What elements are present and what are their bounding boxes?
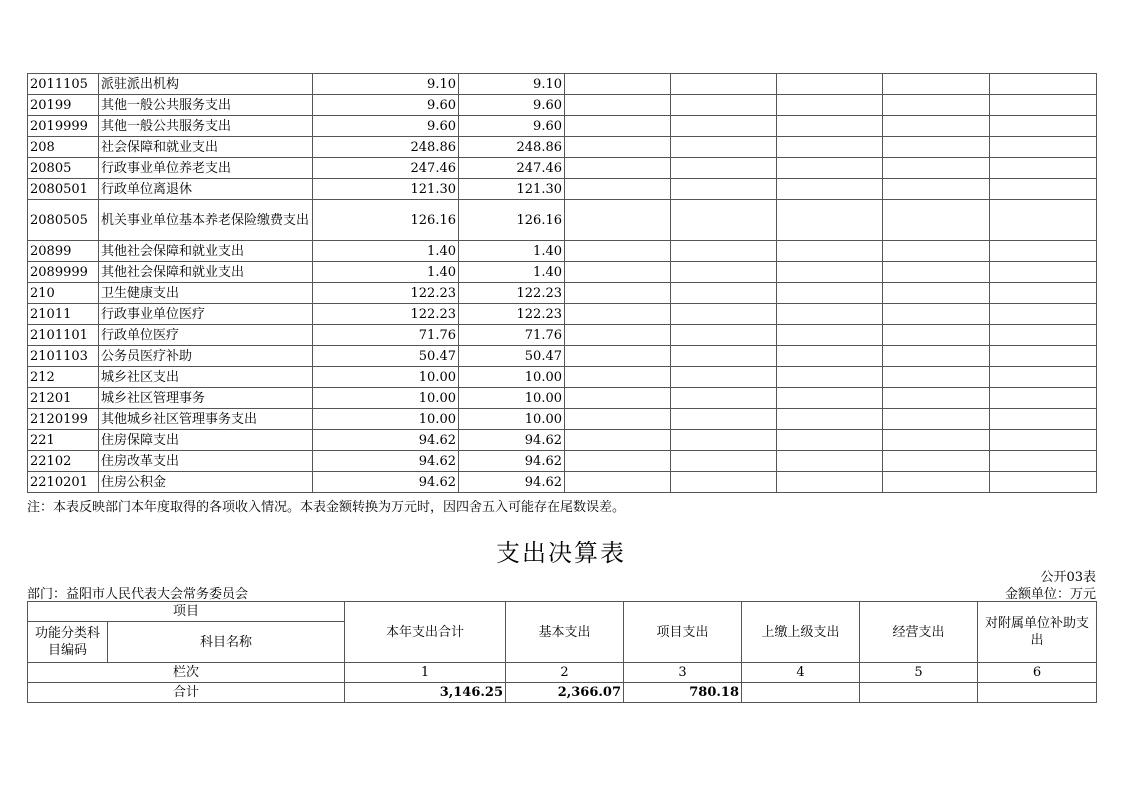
total-cell: 9.10 [313, 74, 459, 95]
empty-cell [777, 262, 883, 283]
empty-cell [990, 74, 1097, 95]
header-name: 科目名称 [108, 622, 345, 663]
name-cell: 派驻派出机构 [99, 74, 313, 95]
table-row [28, 283, 1097, 304]
empty-cell [565, 430, 671, 451]
amount-cell: 122.23 [459, 304, 565, 325]
expense-table [27, 601, 1097, 703]
col-header-2: 基本支出 [506, 602, 624, 663]
total-cell: 1.40 [313, 262, 459, 283]
table-row [28, 95, 1097, 116]
empty-cell [990, 451, 1097, 472]
total-cell: 1.40 [313, 241, 459, 262]
code-cell: 2089999 [28, 262, 99, 283]
empty-cell [990, 367, 1097, 388]
name-cell: 社会保障和就业支出 [99, 137, 313, 158]
empty-cell [777, 158, 883, 179]
empty-cell [990, 325, 1097, 346]
code-cell: 21011 [28, 304, 99, 325]
name-cell: 机关事业单位基本养老保险缴费支出 [99, 200, 313, 241]
empty-cell [777, 430, 883, 451]
name-cell: 其他一般公共服务支出 [99, 116, 313, 137]
table-row [28, 325, 1097, 346]
empty-cell [990, 95, 1097, 116]
amount-cell: 1.40 [459, 241, 565, 262]
empty-cell [990, 283, 1097, 304]
total-cell: 94.62 [313, 451, 459, 472]
empty-cell [883, 430, 990, 451]
empty-cell [990, 137, 1097, 158]
col-header-3: 项目支出 [624, 602, 742, 663]
table-row [28, 158, 1097, 179]
empty-cell [671, 95, 777, 116]
table-row [28, 472, 1097, 493]
row-index-label: 栏次 [28, 663, 345, 683]
table-row [28, 200, 1097, 241]
empty-cell [777, 283, 883, 304]
empty-cell [990, 262, 1097, 283]
table-row [28, 179, 1097, 200]
name-cell: 住房改革支出 [99, 451, 313, 472]
name-cell: 行政事业单位养老支出 [99, 158, 313, 179]
total-cell: 10.00 [313, 409, 459, 430]
table-row [28, 367, 1097, 388]
amount-cell: 126.16 [459, 200, 565, 241]
name-cell: 城乡社区管理事务 [99, 388, 313, 409]
code-cell: 2210201 [28, 472, 99, 493]
empty-cell [990, 472, 1097, 493]
empty-cell [883, 472, 990, 493]
empty-cell [565, 116, 671, 137]
empty-cell [883, 304, 990, 325]
amount-cell: 50.47 [459, 346, 565, 367]
empty-cell [990, 304, 1097, 325]
amount-cell: 122.23 [459, 283, 565, 304]
empty-cell [883, 346, 990, 367]
header-code: 功能分类科目编码 [28, 622, 108, 663]
total-cell: 50.47 [313, 346, 459, 367]
empty-cell [565, 262, 671, 283]
code-cell: 212 [28, 367, 99, 388]
table-row [28, 430, 1097, 451]
total-cell [978, 683, 1097, 703]
row-index-cell: 5 [860, 663, 978, 683]
empty-cell [777, 451, 883, 472]
empty-cell [671, 430, 777, 451]
row-index-cell: 4 [742, 663, 860, 683]
name-cell: 行政单位离退休 [99, 179, 313, 200]
total-cell: 2,366.07 [506, 683, 624, 703]
table-row [28, 304, 1097, 325]
empty-cell [883, 179, 990, 200]
amount-cell: 10.00 [459, 367, 565, 388]
name-cell: 卫生健康支出 [99, 283, 313, 304]
empty-cell [777, 346, 883, 367]
empty-cell [671, 367, 777, 388]
empty-cell [565, 95, 671, 116]
row-index-cell: 3 [624, 663, 742, 683]
empty-cell [883, 283, 990, 304]
total-cell: 10.00 [313, 367, 459, 388]
table-row [28, 346, 1097, 367]
empty-cell [565, 137, 671, 158]
empty-cell [671, 179, 777, 200]
empty-cell [565, 158, 671, 179]
code-cell: 2101103 [28, 346, 99, 367]
empty-cell [671, 472, 777, 493]
name-cell: 公务员医疗补助 [99, 346, 313, 367]
empty-cell [990, 388, 1097, 409]
amount-cell: 9.10 [459, 74, 565, 95]
empty-cell [565, 451, 671, 472]
empty-cell [990, 116, 1097, 137]
total-cell: 248.86 [313, 137, 459, 158]
row-index-cell: 2 [506, 663, 624, 683]
table-row [28, 74, 1097, 95]
name-cell: 其他一般公共服务支出 [99, 95, 313, 116]
empty-cell [671, 262, 777, 283]
empty-cell [883, 200, 990, 241]
empty-cell [565, 74, 671, 95]
empty-cell [671, 283, 777, 304]
empty-cell [777, 304, 883, 325]
name-cell: 住房公积金 [99, 472, 313, 493]
amount-cell: 9.60 [459, 116, 565, 137]
empty-cell [565, 346, 671, 367]
empty-cell [565, 325, 671, 346]
empty-cell [671, 116, 777, 137]
table-row [28, 388, 1097, 409]
code-cell: 20199 [28, 95, 99, 116]
empty-cell [777, 137, 883, 158]
col-header-6: 对附属单位补助支出 [978, 602, 1097, 663]
empty-cell [671, 451, 777, 472]
empty-cell [671, 158, 777, 179]
empty-cell [777, 116, 883, 137]
empty-cell [777, 241, 883, 262]
code-cell: 2019999 [28, 116, 99, 137]
table-row [28, 116, 1097, 137]
empty-cell [777, 472, 883, 493]
empty-cell [777, 367, 883, 388]
code-cell: 22102 [28, 451, 99, 472]
table-row [28, 137, 1097, 158]
name-cell: 城乡社区支出 [99, 367, 313, 388]
page-title: 支出决算表 [496, 539, 626, 567]
amount-cell: 94.62 [459, 451, 565, 472]
empty-cell [671, 241, 777, 262]
empty-cell [565, 241, 671, 262]
table-row [28, 262, 1097, 283]
amount-cell: 247.46 [459, 158, 565, 179]
empty-cell [990, 200, 1097, 241]
total-cell: 122.23 [313, 304, 459, 325]
amount-cell: 71.76 [459, 325, 565, 346]
name-cell: 行政事业单位医疗 [99, 304, 313, 325]
name-cell: 其他社会保障和就业支出 [99, 262, 313, 283]
empty-cell [883, 95, 990, 116]
empty-cell [883, 388, 990, 409]
total-cell: 9.60 [313, 95, 459, 116]
code-cell: 20805 [28, 158, 99, 179]
empty-cell [565, 200, 671, 241]
code-cell: 2080505 [28, 200, 99, 241]
empty-cell [671, 346, 777, 367]
empty-cell [777, 325, 883, 346]
col-header-5: 经营支出 [860, 602, 978, 663]
empty-cell [565, 367, 671, 388]
empty-cell [671, 388, 777, 409]
empty-cell [565, 472, 671, 493]
total-cell [742, 683, 860, 703]
col-header-1: 本年支出合计 [345, 602, 506, 663]
total-cell: 94.62 [313, 472, 459, 493]
total-cell: 3,146.25 [345, 683, 506, 703]
total-cell: 10.00 [313, 388, 459, 409]
code-cell: 210 [28, 283, 99, 304]
empty-cell [671, 409, 777, 430]
empty-cell [990, 179, 1097, 200]
table-row [28, 241, 1097, 262]
total-cell: 780.18 [624, 683, 742, 703]
empty-cell [777, 409, 883, 430]
amount-cell: 10.00 [459, 409, 565, 430]
empty-cell [883, 325, 990, 346]
empty-cell [565, 409, 671, 430]
amount-cell: 10.00 [459, 388, 565, 409]
total-cell: 71.76 [313, 325, 459, 346]
empty-cell [883, 241, 990, 262]
empty-cell [565, 179, 671, 200]
amount-cell: 121.30 [459, 179, 565, 200]
amount-cell: 248.86 [459, 137, 565, 158]
table-note: 注：本表反映部门本年度取得的各项收入情况。本表金额转换为万元时，因四舍五入可能存在尾数误差。 [27, 500, 626, 515]
name-cell: 其他社会保障和就业支出 [99, 241, 313, 262]
total-cell: 9.60 [313, 116, 459, 137]
name-cell: 行政单位医疗 [99, 325, 313, 346]
form-number: 公开03表 [1040, 570, 1096, 585]
total-cell: 121.30 [313, 179, 459, 200]
amount-cell: 9.60 [459, 95, 565, 116]
empty-cell [777, 200, 883, 241]
empty-cell [883, 137, 990, 158]
name-cell: 住房保障支出 [99, 430, 313, 451]
code-cell: 221 [28, 430, 99, 451]
row-index-cell: 1 [345, 663, 506, 683]
income-table [27, 73, 1097, 493]
empty-cell [671, 325, 777, 346]
unit-label: 金额单位：万元 [1004, 587, 1096, 602]
code-cell: 208 [28, 137, 99, 158]
empty-cell [990, 158, 1097, 179]
empty-cell [671, 137, 777, 158]
empty-cell [990, 241, 1097, 262]
empty-cell [883, 74, 990, 95]
empty-cell [565, 283, 671, 304]
amount-cell: 94.62 [459, 472, 565, 493]
code-cell: 2080501 [28, 179, 99, 200]
total-cell: 94.62 [313, 430, 459, 451]
amount-cell: 1.40 [459, 262, 565, 283]
col-header-4: 上缴上级支出 [742, 602, 860, 663]
total-cell [860, 683, 978, 703]
amount-cell: 94.62 [459, 430, 565, 451]
table-row [28, 409, 1097, 430]
name-cell: 其他城乡社区管理事务支出 [99, 409, 313, 430]
header-project: 项目 [28, 602, 345, 622]
code-cell: 21201 [28, 388, 99, 409]
empty-cell [777, 388, 883, 409]
code-cell: 20899 [28, 241, 99, 262]
total-cell: 247.46 [313, 158, 459, 179]
empty-cell [883, 409, 990, 430]
empty-cell [990, 430, 1097, 451]
total-cell: 126.16 [313, 200, 459, 241]
row-index-cell: 6 [978, 663, 1097, 683]
empty-cell [883, 451, 990, 472]
empty-cell [671, 200, 777, 241]
empty-cell [671, 74, 777, 95]
total-label: 合计 [28, 683, 345, 703]
empty-cell [777, 179, 883, 200]
code-cell: 2120199 [28, 409, 99, 430]
empty-cell [671, 304, 777, 325]
empty-cell [990, 409, 1097, 430]
empty-cell [883, 262, 990, 283]
empty-cell [777, 95, 883, 116]
empty-cell [883, 367, 990, 388]
empty-cell [565, 388, 671, 409]
department-label: 部门：益阳市人民代表大会常务委员会 [27, 587, 249, 602]
empty-cell [883, 116, 990, 137]
empty-cell [883, 158, 990, 179]
total-cell: 122.23 [313, 283, 459, 304]
empty-cell [777, 74, 883, 95]
code-cell: 2101101 [28, 325, 99, 346]
empty-cell [990, 346, 1097, 367]
table-row [28, 451, 1097, 472]
empty-cell [565, 304, 671, 325]
code-cell: 2011105 [28, 74, 99, 95]
